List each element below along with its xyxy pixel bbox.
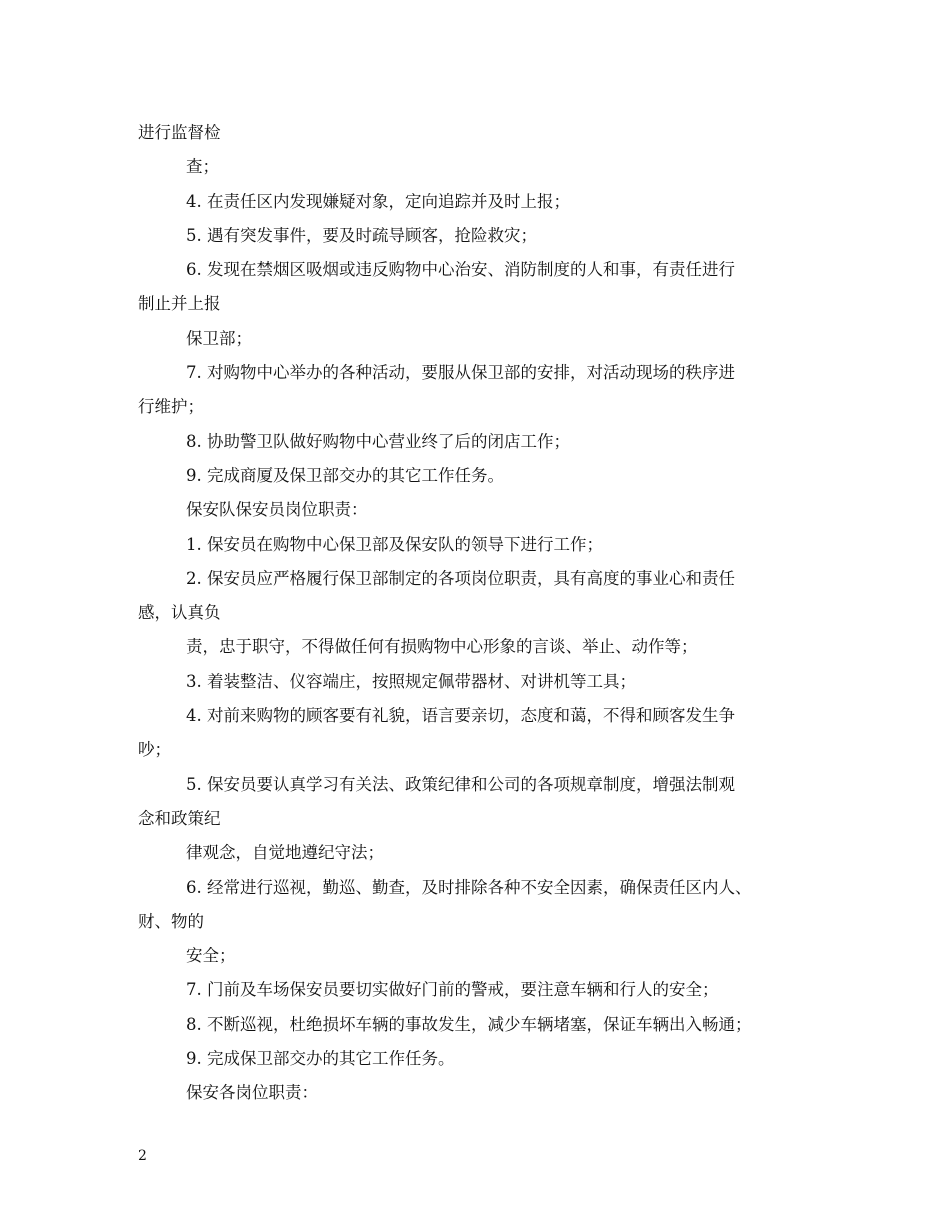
text-line: 1. 保安员在购物中心保卫部及保安队的领导下进行工作； — [186, 534, 603, 554]
text-line: 查； — [186, 157, 219, 177]
section-heading: 保安各岗位职责： — [186, 1083, 318, 1103]
text-line: 感，认真负 — [138, 603, 221, 623]
text-line: 5. 保安员要认真学习有关法、政策纪律和公司的各项规章制度，增强法制观 — [186, 774, 735, 794]
text-line: 2. 保安员应严格履行保卫部制定的各项岗位职责，具有高度的事业心和责任 — [186, 568, 735, 588]
text-line: 责，忠于职守，不得做任何有损购物中心形象的言谈、举止、动作等； — [186, 637, 698, 657]
text-line: 9. 完成商厦及保卫部交办的其它工作任务。 — [186, 465, 504, 485]
body-text — [138, 116, 818, 1111]
text-line: 念和政策纪 — [138, 808, 221, 828]
text-line: 4. 在责任区内发现嫌疑对象，定向追踪并及时上报； — [186, 191, 570, 211]
text-line: 4. 对前来购物的顾客要有礼貌，语言要亲切，态度和蔼，不得和顾客发生争 — [186, 706, 735, 726]
text-line: 6. 发现在禁烟区吸烟或违反购物中心治安、消防制度的人和事，有责任进行 — [186, 260, 735, 280]
section-heading: 保安队保安员岗位职责： — [186, 500, 368, 520]
text-line: 7. 门前及车场保安员要切实做好门前的警戒，要注意车辆和行人的安全； — [186, 980, 719, 1000]
text-line: 8. 协助警卫队做好购物中心营业终了后的闭店工作； — [186, 431, 570, 451]
text-line: 制止并上报 — [138, 294, 221, 314]
text-line: 9. 完成保卫部交办的其它工作任务。 — [186, 1049, 455, 1069]
text-line: 吵； — [138, 740, 171, 760]
text-line: 进行监督检 — [138, 123, 221, 142]
text-line: 3. 着装整洁、仪容端庄，按照规定佩带器材、对讲机等工具； — [186, 671, 636, 691]
text-line: 6. 经常进行巡视，勤巡、勤查，及时排除各种不安全因素，确保责任区内人、 — [186, 877, 752, 897]
text-line: 8. 不断巡视，杜绝损坏车辆的事故发生，减少车辆堵塞，保证车辆出入畅通； — [186, 1014, 752, 1034]
text-line: 安全； — [186, 946, 236, 966]
text-line: 保卫部； — [186, 328, 252, 348]
text-line: 律观念，自觉地遵纪守法； — [186, 843, 384, 863]
page-number: 2 — [138, 1148, 147, 1164]
text-line: 7. 对购物中心举办的各种活动，要服从保卫部的安排，对活动现场的秩序进 — [186, 363, 735, 383]
text-line: 5. 遇有突发事件，要及时疏导顾客，抢险救灾； — [186, 225, 537, 245]
text-line: 财、物的 — [138, 911, 204, 931]
text-line: 行维护； — [138, 397, 204, 417]
